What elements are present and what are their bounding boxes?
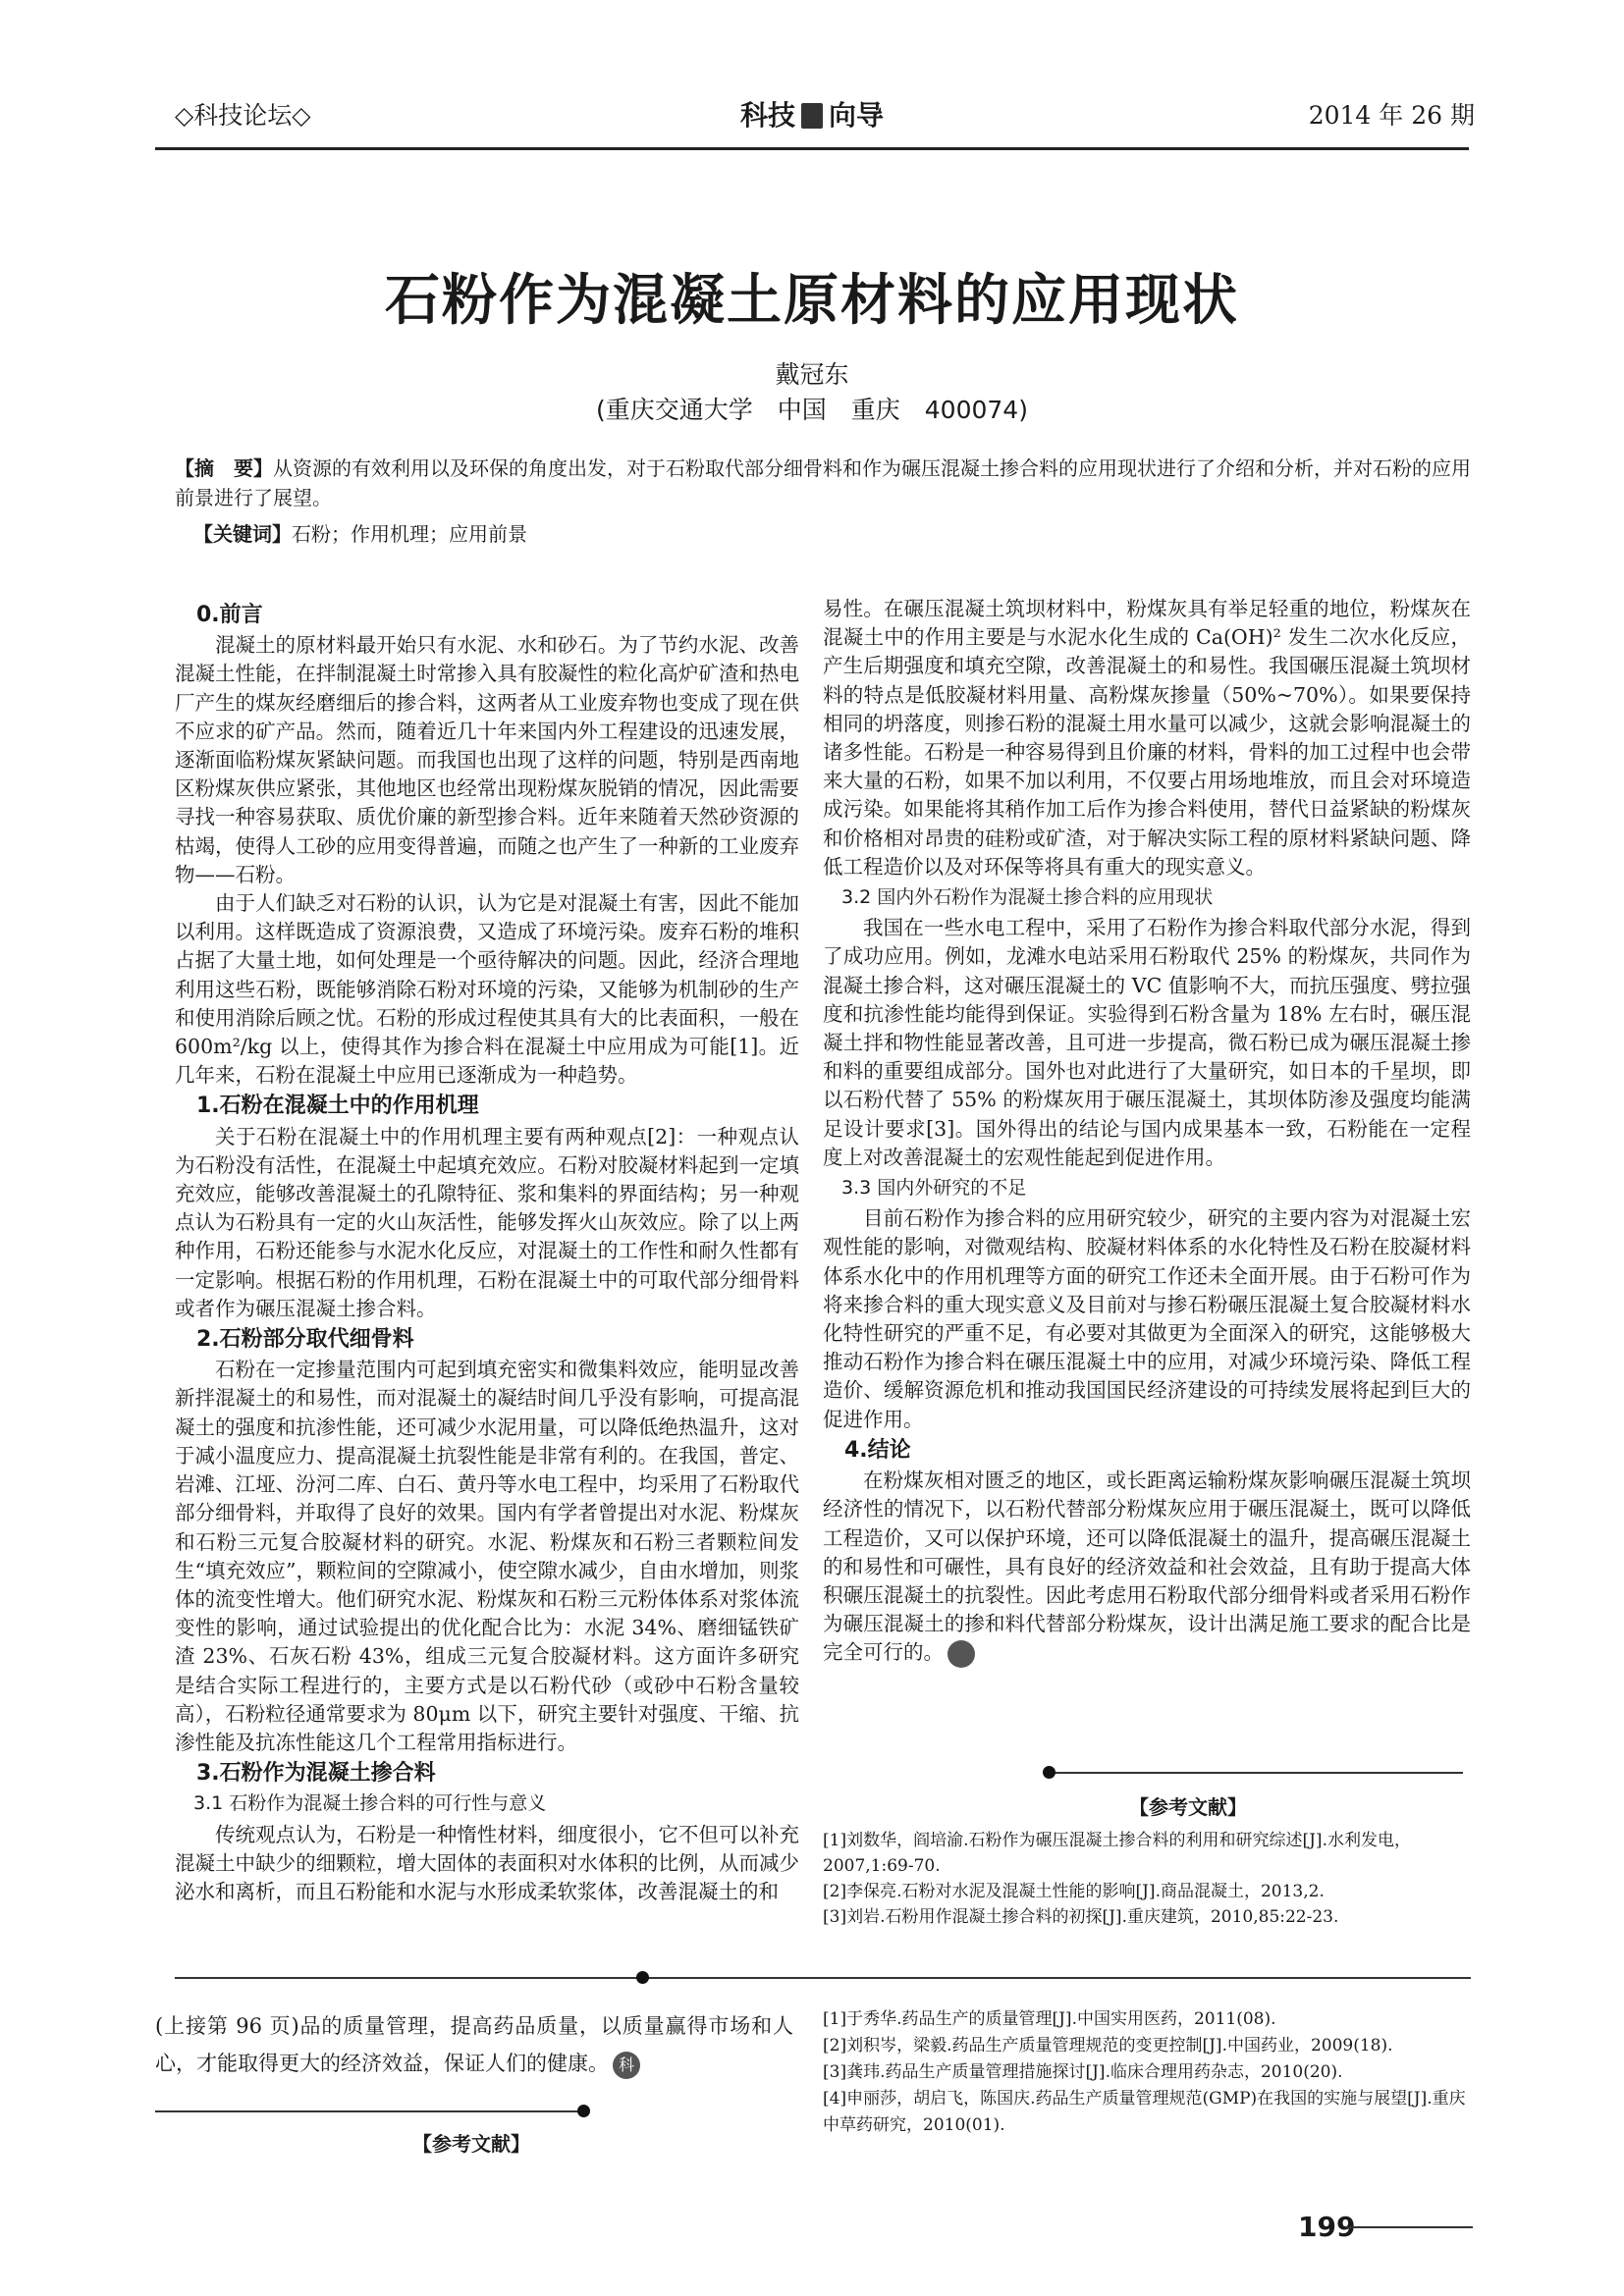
reference-item: [1]于秀华.药品生产的质量管理[J].中国实用医药，2011(08). bbox=[823, 2009, 1276, 2029]
abstract bbox=[175, 454, 1471, 512]
section-heading-1: 1.石粉在混凝土中的作用机理 bbox=[196, 1094, 479, 1119]
paragraph: 易性。在碾压混凝土筑坝材料中，粉煤灰具有举足轻重的地位，粉煤灰在混凝土中的作用主要是与水泥水化生成的 Ca(OH)² 发生二次水化反应，产生后期强度和填充空隙，改善混凝土的和易性。我国碾压混凝土筑坝材料的特点是低胶凝材料用量、高粉煤灰掺量（50%~70%）。如果要保持相同的坍落度，则掺石粉的混凝土用水量可以减少，这就会影响混凝土的诸多性能。石粉是一种容易得到且价廉的材料，骨料的加工过程中也会带来大量的石粉，如果不加以利用，不仅要占用场地堆放，而且会对环境造成污染。如果能将其稍作加工后作为掺合料使用，替代日益紧缺的粉煤灰和价格相对昂贵的硅粉或矿渣，对于解决实际工程的原材料紧缺问题、降低工程造价以及对环保等将具有重大的现实意义。 bbox=[823, 597, 1471, 879]
section-heading-0: 0.前言 bbox=[196, 603, 263, 627]
journal-logo-icon bbox=[801, 103, 823, 129]
issue-label: 2014 年 26 期 bbox=[1308, 101, 1475, 130]
section-label: ◇科技论坛◇ bbox=[175, 101, 311, 130]
continuation-reference-list bbox=[823, 2006, 1471, 2139]
page-number: 199 bbox=[1298, 2211, 1356, 2243]
reference-item: [2]刘积岑，梁毅.药品生产质量管理规范的变更控制[J].中国药业，2009(18). bbox=[823, 2036, 1393, 2056]
paragraph: 关于石粉在混凝土中的作用机理主要有两种观点[2]：一种观点认为石粉没有活性，在混凝土中起填充效应。石粉对胶凝材料起到一定填充效应，能够改善混凝土的孔隙特征、浆和集料的界面结构；另一种观点认为石粉具有一定的火山灰活性，能够发挥火山灰效应。除了以上两种作用，石粉还能参与水泥水化反应，对混凝土的工作性和耐久性都有一定影响。根据石粉的作用机理，石粉在混凝土中的可取代部分细骨料或者作为碾压混凝土掺合料。 bbox=[175, 1124, 799, 1320]
separator-dot-icon bbox=[636, 1971, 649, 1984]
rule-dot-icon bbox=[1043, 1766, 1056, 1779]
end-mark-icon: 科 bbox=[947, 1640, 975, 1668]
paragraph: 石粉在一定掺量范围内可起到填充密实和微集料效应，能明显改善新拌混凝土的和易性，而对混凝土的凝结时间几乎没有影响，可提高混凝土的强度和抗渗性能，还可减少水泥用量，可以降低绝热温升，这对于减小温度应力、提高混凝土抗裂性能是非常有利的。在我国，普定、岩滩、江垭、汾河二库、白石、黄丹等水电工程中，均采用了石粉取代部分细骨料，并取得了良好的效果。国内有学者曾提出对水泥、粉煤灰和石粉三元复合胶凝材料的研究。水泥、粉煤灰和石粉三者颗粒间发生“填充效应”，颗粒间的空隙减小，使空隙水减少，自由水增加，则浆体的流变性增大。他们研究水泥、粉煤灰和石粉三元粉体体系对浆体流变性的影响，通过试验提出的优化配合比为：水泥 34%、磨细锰铁矿渣 23%、石灰石粉 43%，组成三元复合胶凝材料。这方面许多研究是结合实际工程进行的，主要方式是以石粉代砂（或砂中石粉含量较高），石粉粒径通常要求为 80μm 以下，研究主要针对强度、干缩、抗渗性能及抗冻性能这几个工程常用指标进行。 bbox=[175, 1358, 799, 1754]
abstract-label: 【摘 要】 bbox=[175, 456, 273, 480]
section-separator bbox=[175, 1977, 1471, 1979]
paragraph: 传统观点认为，石粉是一种惰性材料，细度很小，它不但可以补充混凝土中缺少的细颗粒，增大固体的表面积对水体积的比例，从而减少泌水和离析，而且石粉能和水泥与水形成柔软浆体，改善混凝土的和 bbox=[175, 1822, 799, 1903]
keywords-text: 石粉；作用机理；应用前景 bbox=[292, 522, 527, 546]
journal-name-a: 科技 bbox=[739, 99, 795, 132]
article-title: 石粉作为混凝土原材料的应用现状 bbox=[385, 268, 1239, 333]
keywords-label: 【关键词】 bbox=[193, 522, 292, 546]
keywords bbox=[193, 518, 527, 547]
author-name: 戴冠东 bbox=[775, 360, 849, 389]
continuation-text bbox=[155, 2007, 793, 2082]
refs-rule bbox=[1051, 1772, 1463, 1774]
paragraph: 目前石粉作为掺合料的应用研究较少，研究的主要内容为对混凝土宏观性能的影响，对微观结构、胶凝材料体系的水化特性及石粉在胶凝材料体系水化中的作用机理等方面的研究工作还未全面开展。由于石粉可作为将来掺合料的重大现实意义及目前对与掺石粉碾压混凝土复合胶凝材料水化特性研究的严重不足，有必要对其做更为全面深入的研究，这能够极大推动石粉作为掺合料在碾压混凝土中的应用，对减少环境污染、降低工程造价、缓解资源危机和推动我国国民经济建设的可持续发展将起到巨大的促进作用。 bbox=[823, 1206, 1471, 1431]
subsection-heading-3-3: 3.3 国内外研究的不足 bbox=[841, 1177, 1027, 1200]
paragraph: 混凝土的原材料最开始只有水泥、水和砂石。为了节约水泥、改善混凝土性能，在拌制混凝土时常掺入具有胶凝性的粒化高炉矿渣和热电厂产生的煤灰经磨细后的掺合料，这两者从工业废弃物也变成了现在供不应求的矿产品。然而，随着近几十年来国内外工程建设的迅速发展，逐渐面临粉煤灰紧缺问题。而我国也出现了这样的问题，特别是西南地区粉煤灰供应紧张，其他地区也经常出现粉煤灰脱销的情况，因此需要寻找一种容易获取、质优价廉的新型掺合料。近年来随着天然砂资源的枯竭，使得人工砂的应用变得普遍，而随之也产生了一种新的工业废弃物——石粉。 bbox=[175, 633, 799, 886]
section-heading-4: 4.结论 bbox=[844, 1437, 911, 1463]
reference-list bbox=[823, 1828, 1471, 1930]
reference-item: [1]刘数华，阎培渝.石粉作为碾压混凝土掺合料的利用和研究综述[J].水利发电，2007,1:69-70. bbox=[823, 1831, 1411, 1876]
continuation-rule bbox=[155, 2110, 577, 2112]
paragraph: 我国在一些水电工程中，采用了石粉作为掺合料取代部分水泥，得到了成功应用。例如，龙滩水电站采用石粉取代 25% 的粉煤灰，共同作为混凝土掺合料，这对碾压混凝土的 VC 值影响不大，而抗压强度、劈拉强度和抗渗性能均能得到保证。实验得到石粉含量为 18% 左右时，碾压混凝土拌和物性能显著改善，且可进一步提高，微石粉已成为碾压混凝土掺和料的重要组成部分。国外也对此进行了大量研究，如日本的千星坝，即以石粉代替了 55% 的粉煤灰用于碾压混凝土，其坝体防渗及强度均能满足设计要求[3]。国外得出的结论与国内成果基本一致，石粉能在一定程度上对改善混凝土的宏观性能起到促进作用。 bbox=[823, 916, 1471, 1169]
rule-dot-icon bbox=[577, 2105, 590, 2117]
reference-item: [2]李保亮.石粉对水泥及混凝土性能的影响[J].商品混凝土，2013,2. bbox=[823, 1882, 1325, 1901]
reference-item: [3]刘岩.石粉用作混凝土掺合料的初探[J].重庆建筑，2010,85:22-23. bbox=[823, 1907, 1339, 1927]
footer-rule bbox=[1345, 2226, 1473, 2228]
header-rule bbox=[155, 147, 1469, 150]
end-mark-icon: 科 bbox=[613, 2052, 640, 2079]
continuation-references-heading: 【参考文献】 bbox=[412, 2132, 530, 2156]
author-affiliation: (重庆交通大学 中国 重庆 400074) bbox=[596, 396, 1028, 424]
continuation-body: (上接第 96 页)品的质量管理，提高药品质量，以质量赢得市场和人心，才能取得更大的经济效益，保证人们的健康。 bbox=[155, 2014, 793, 2075]
right-column bbox=[823, 595, 1471, 1668]
paragraph: 由于人们缺乏对石粉的认识，认为它是对混凝土有害，因此不能加以利用。这样既造成了资源浪费，又造成了环境污染。废弃石粉的堆积占据了大量土地，如何处理是一个亟待解决的问题。因此，经济合理地利用这些石粉，既能够消除石粉对环境的污染，又能够为机制砂的生产和使用消除后顾之忧。石粉的形成过程使其具有大的比表面积，一般在 600m²/kg 以上，使得其作为掺合料在混凝土中应用成为可能[1]。近几年来，石粉在混凝土中应用已逐渐成为一种趋势。 bbox=[175, 891, 799, 1088]
abstract-text: 从资源的有效利用以及环保的角度出发，对于石粉取代部分细骨料和作为碾压混凝土掺合料的应用现状进行了介绍和分析，并对石粉的应用前景进行了展望。 bbox=[175, 456, 1471, 509]
subsection-heading-3-2: 3.2 国内外石粉作为混凝土掺合料的应用现状 bbox=[841, 886, 1214, 909]
left-column bbox=[175, 599, 799, 1906]
paragraph bbox=[823, 1467, 1471, 1668]
subsection-heading-3-1: 3.1 石粉作为混凝土掺合料的可行性与意义 bbox=[193, 1792, 547, 1815]
reference-item: [4]申丽莎，胡启飞，陈国庆.药品生产质量管理规范(GMP)在我国的实施与展望[J].重庆中草药研究，2010(01). bbox=[823, 2089, 1466, 2135]
section-heading-2: 2.石粉部分取代细骨料 bbox=[196, 1327, 414, 1353]
conclusion-text: 在粉煤灰相对匮乏的地区，或长距离运输粉煤灰影响碾压混凝土筑坝经济性的情况下，以石粉代替部分粉煤灰应用于碾压混凝土，既可以降低工程造价，又可以保护环境，还可以降低混凝土的温升，提高碾压混凝土的和易性和可碾性，具有良好的经济效益和社会效益，且有助于提高大体积碾压混凝土的抗裂性。因此考虑用石粉取代部分细骨料或者采用石粉作为碾压混凝土的掺和料代替部分粉煤灰，设计出满足施工要求的配合比是完全可行的。 bbox=[823, 1468, 1471, 1665]
journal-name-b: 向导 bbox=[829, 99, 885, 132]
reference-item: [3]龚玮.药品生产质量管理措施探讨[J].临床合理用药杂志，2010(20). bbox=[823, 2062, 1343, 2082]
section-heading-3: 3.石粉作为混凝土掺合料 bbox=[196, 1761, 436, 1787]
references-heading: 【参考文献】 bbox=[1129, 1795, 1247, 1819]
